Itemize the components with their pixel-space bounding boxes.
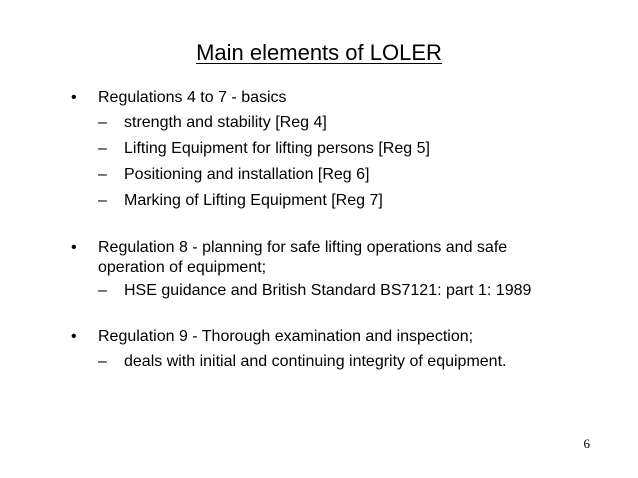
page-number: 6 [583,436,590,451]
sub-item [98,352,611,372]
slide-title: Main elements of LOLER [196,40,442,65]
sub-list [98,352,611,372]
sub-item [98,165,611,185]
sub-item-text: Marking of Lifting Equipment [Reg 7] [124,192,383,209]
dash-marker: – [98,282,107,299]
dash-marker: – [98,114,107,131]
bullet-list [71,88,611,372]
bullet-text: Regulation 8 - planning for safe lifting operations and safe operation of equipment; [98,239,508,276]
sub-item-text: HSE guidance and British Standard BS7121: part 1: 1989 [124,282,532,299]
dash-marker: – [98,166,107,183]
bullet-text: Regulations 4 to 7 - basics [98,89,287,106]
bullet-item [71,238,611,301]
bullet-marker: • [71,328,77,345]
bullet-marker: • [71,239,77,256]
sub-item [98,281,564,301]
dash-marker: – [98,192,107,209]
dash-marker: – [98,140,107,157]
sub-item-text: strength and stability [Reg 4] [124,114,327,131]
sub-item-text: deals with initial and continuing integrity of equipment. [124,353,507,370]
dash-marker: – [98,353,107,370]
sub-item-text: Lifting Equipment for lifting persons [Reg 5] [124,140,430,157]
sub-list [98,281,611,301]
sub-list [98,113,611,211]
sub-item [98,191,611,211]
bullet-text: Regulation 9 - Thorough examination and inspection; [98,328,474,345]
bullet-marker: • [71,89,77,106]
sub-item-text: Positioning and installation [Reg 6] [124,166,370,183]
bullet-item [71,327,611,372]
sub-item [98,139,611,159]
bullet-item [71,88,611,211]
sub-item [98,113,611,133]
